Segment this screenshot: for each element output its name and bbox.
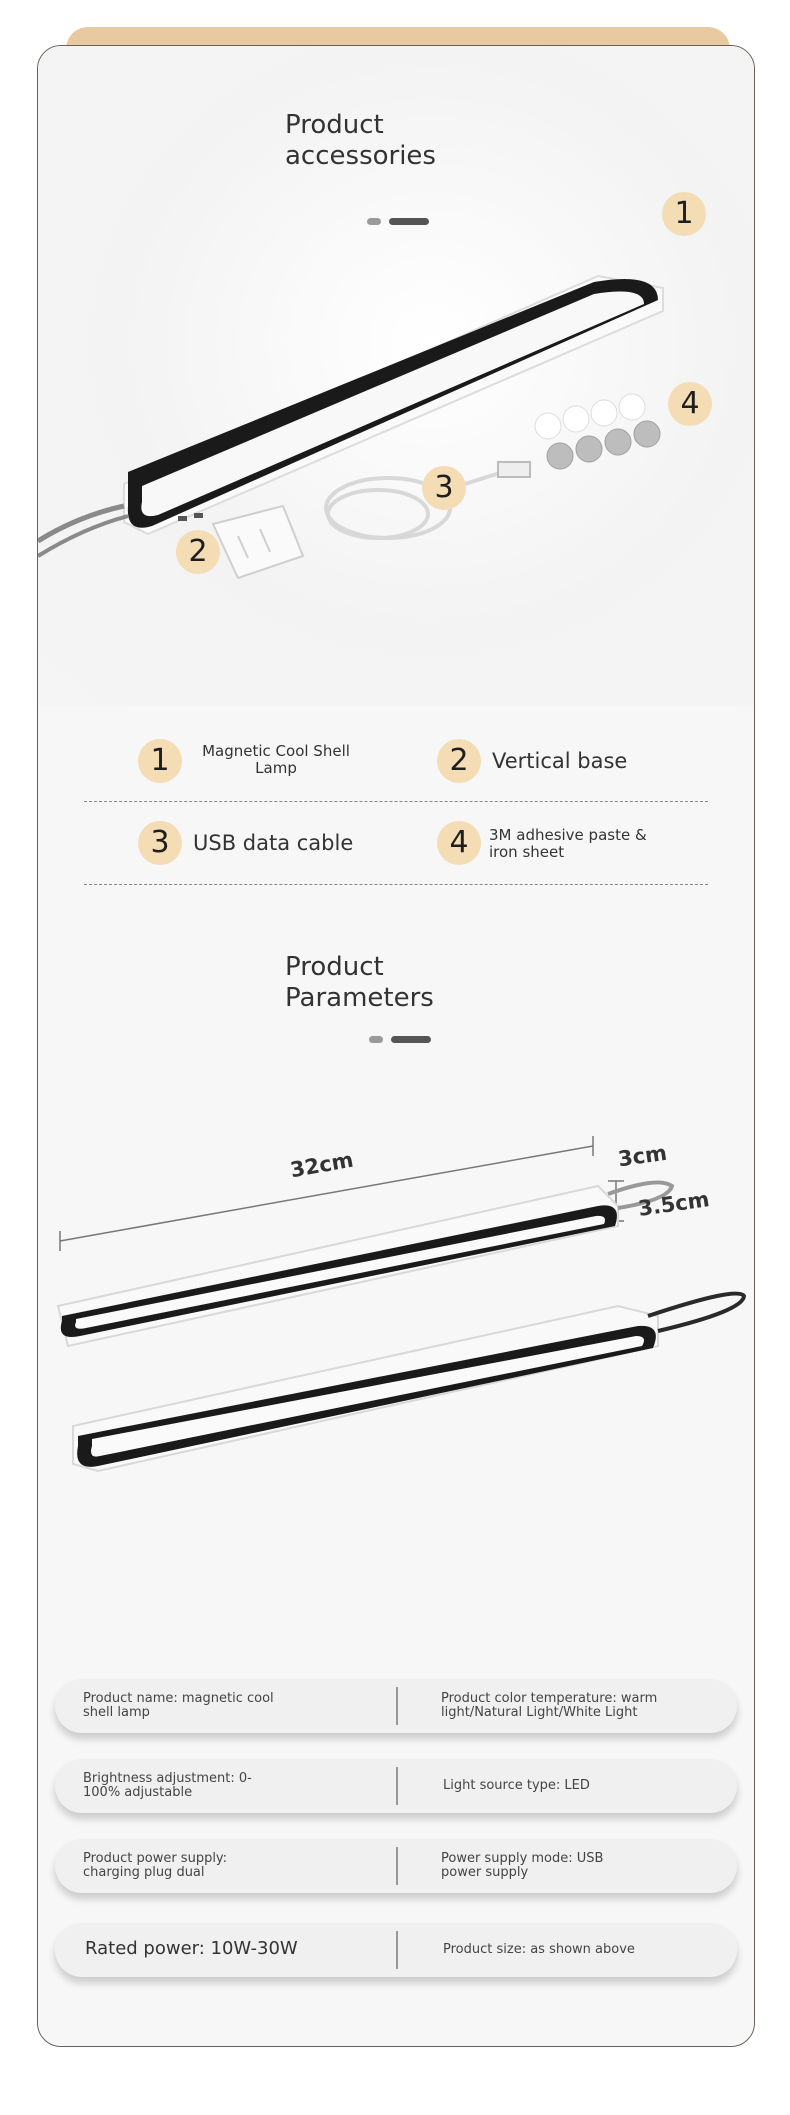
param-product-size: Product size: as shown above [443, 1942, 635, 1957]
base-image [213, 506, 303, 578]
adhesive-pads-image [535, 394, 660, 469]
lamp-bottom-image [73, 1306, 658, 1471]
cord-image [38, 506, 124, 541]
param-rated-power: Rated power: 10W-30W [85, 1938, 298, 1959]
legend-num-1: 1 [138, 739, 182, 783]
param-power-supply: Product power supply: charging plug dual [83, 1851, 228, 1880]
callout-2: 2 [176, 530, 220, 574]
param-product-name: Product name: magnetic cool shell lamp [83, 1691, 274, 1720]
accessories-title: Product accessories [285, 110, 436, 171]
dimensions-illustration [38, 1126, 754, 1546]
lamp-image [124, 276, 663, 534]
legend-num-3: 3 [138, 821, 182, 865]
param-divider [396, 1847, 398, 1885]
dimension-length: 32cm [288, 1147, 356, 1183]
legend-label-1: Magnetic Cool Shell Lamp [202, 742, 350, 777]
param-light-source: Light source type: LED [443, 1778, 590, 1793]
param-supply-mode: Power supply mode: USB power supply [441, 1851, 604, 1880]
legend-label-3: USB data cable [193, 831, 354, 855]
accessories-illustration [38, 216, 754, 736]
dimension-depth: 3cm [616, 1140, 669, 1172]
callout-3: 3 [422, 466, 466, 510]
param-divider [396, 1767, 398, 1805]
parameters-title: Product Parameters [285, 952, 434, 1013]
legend-divider [84, 884, 708, 885]
legend-label-4: 3M adhesive paste & iron sheet [489, 826, 647, 861]
param-row [55, 1679, 737, 1733]
pager-dot[interactable] [369, 1036, 383, 1043]
callout-1: 1 [662, 192, 706, 236]
legend-label-2: Vertical base [492, 749, 628, 773]
legend-num-2: 2 [437, 739, 481, 783]
cord-image [648, 1294, 744, 1332]
pager-dot-active[interactable] [391, 1036, 431, 1043]
callout-4: 4 [668, 382, 712, 426]
product-card [37, 45, 755, 2047]
param-divider [396, 1931, 398, 1969]
dimension-height: 3.5cm [636, 1187, 711, 1221]
legend-num-4: 4 [437, 821, 481, 865]
param-row [55, 1759, 737, 1813]
lamp-top-image [58, 1186, 618, 1346]
param-row [55, 1839, 737, 1893]
parameters-pager[interactable] [369, 1036, 431, 1044]
param-color-temperature: Product color temperature: warm light/Natural Light/White Light [441, 1691, 658, 1720]
legend-divider [84, 801, 708, 802]
param-brightness: Brightness adjustment: 0-100% adjustable [83, 1771, 252, 1800]
param-divider [396, 1687, 398, 1725]
param-row [55, 1923, 737, 1977]
